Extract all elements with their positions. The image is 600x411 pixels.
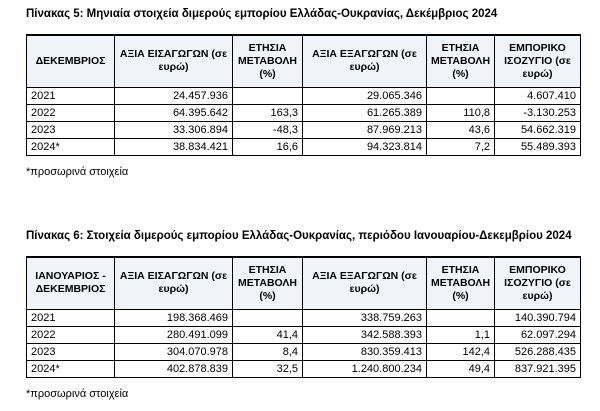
table6-header-imports-change: ΕΤΗΣΙΑ ΜΕΤΑΒΟΛΗ (%) [233,257,303,309]
table5 [26,34,581,156]
year-cell: 2024* [27,138,115,155]
exports-change-cell: 110,8 [427,104,495,121]
imports-cell: 402.878.839 [115,360,233,377]
table6 [26,256,581,378]
exports-cell: 94.323.814 [303,138,427,155]
table6-note: *προσωρινά στοιχεία [26,388,129,400]
exports-change-cell: 7,2 [427,138,495,155]
table6-caption: Πίνακας 6: Στοιχεία διμερούς εμπορίου Ελλάδας-Ουκρανίας, περιόδου Ιανουαρίου-Δεκεμβρίου 2024 [26,230,572,242]
exports-change-cell: 142,4 [427,343,495,360]
imports-cell: 33.306.894 [115,121,233,138]
imports-cell: 304.070.978 [115,343,233,360]
imports-cell: 38.834.421 [115,138,233,155]
table-row [27,87,581,104]
table5-note: *προσωρινά στοιχεία [26,166,129,178]
exports-change-cell [427,309,495,326]
balance-cell: 62.097.294 [495,326,581,343]
table5-header-balance: ΕΜΠΟΡΙΚΟ ΙΣΟΖΥΓΙΟ (σε ευρώ) [495,35,581,87]
year-cell: 2022 [27,104,115,121]
year-cell: 2021 [27,87,115,104]
balance-cell: 837.921.395 [495,360,581,377]
exports-change-cell: 1,1 [427,326,495,343]
exports-cell: 342.588.393 [303,326,427,343]
exports-cell: 830.359.413 [303,343,427,360]
table5-header-imports: ΑΞΙΑ ΕΙΣΑΓΩΓΩΝ (σε ευρώ) [115,35,233,87]
balance-cell: 140.390.794 [495,309,581,326]
imports-cell: 280.491.099 [115,326,233,343]
imports-change-cell: 163,3 [233,104,303,121]
table6-header-balance: ΕΜΠΟΡΙΚΟ ΙΣΟΖΥΓΙΟ (σε ευρώ) [495,257,581,309]
imports-change-cell: 16,6 [233,138,303,155]
exports-change-cell: 43,6 [427,121,495,138]
exports-cell: 61.265.389 [303,104,427,121]
imports-cell: 24.457.936 [115,87,233,104]
table6-header-exports-change: ΕΤΗΣΙΑ ΜΕΤΑΒΟΛΗ (%) [427,257,495,309]
table5-header-imports-change: ΕΤΗΣΙΑ ΜΕΤΑΒΟΛΗ (%) [233,35,303,87]
balance-cell: 4.607.410 [495,87,581,104]
balance-cell: 55.489.393 [495,138,581,155]
exports-cell: 29.065.346 [303,87,427,104]
year-cell: 2021 [27,309,115,326]
table-row [27,326,581,343]
balance-cell: 526.288.435 [495,343,581,360]
exports-cell: 338.759.263 [303,309,427,326]
exports-cell: 87.969.213 [303,121,427,138]
table-row [27,138,581,155]
year-cell: 2022 [27,326,115,343]
table5-header-exports-change: ΕΤΗΣΙΑ ΜΕΤΑΒΟΛΗ (%) [427,35,495,87]
table-row [27,343,581,360]
imports-change-cell: 41,4 [233,326,303,343]
imports-change-cell: 8,4 [233,343,303,360]
balance-cell: 54.662.319 [495,121,581,138]
exports-change-cell [427,87,495,104]
table5-caption: Πίνακας 5: Μηνιαία στοιχεία διμερούς εμπορίου Ελλάδας-Ουκρανίας, Δεκέμβριος 2024 [26,8,498,20]
exports-cell: 1.240.800.234 [303,360,427,377]
table6-header-row [27,257,581,309]
year-cell: 2023 [27,121,115,138]
imports-change-cell [233,309,303,326]
table5-header-row [27,35,581,87]
table-row [27,360,581,377]
imports-change-cell: -48,3 [233,121,303,138]
imports-change-cell [233,87,303,104]
table6-header-imports: ΑΞΙΑ ΕΙΣΑΓΩΓΩΝ (σε ευρώ) [115,257,233,309]
table6-header-exports: ΑΞΙΑ ΕΞΑΓΩΓΩΝ (σε ευρώ) [303,257,427,309]
table-row [27,121,581,138]
table-row [27,104,581,121]
balance-cell: -3.130.253 [495,104,581,121]
table5-header-exports: ΑΞΙΑ ΕΞΑΓΩΓΩΝ (σε ευρώ) [303,35,427,87]
table5-header-period: ΔΕΚΕΜΒΡΙΟΣ [27,35,115,87]
imports-change-cell: 32,5 [233,360,303,377]
exports-change-cell: 49,4 [427,360,495,377]
year-cell: 2023 [27,343,115,360]
imports-cell: 64.395.642 [115,104,233,121]
table-row [27,309,581,326]
imports-cell: 198.368.469 [115,309,233,326]
table6-header-period: ΙΑΝΟΥΑΡΙΟΣ - ΔΕΚΕΜΒΡΙΟΣ [27,257,115,309]
year-cell: 2024* [27,360,115,377]
